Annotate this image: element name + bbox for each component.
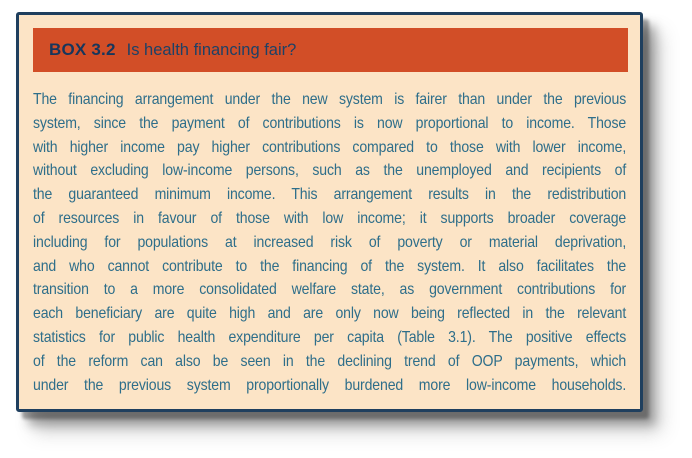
box-header-title: Is health financing fair?: [126, 40, 297, 59]
body-text-line: the guaranteed minimum income. This arrangement results in the redistribution: [33, 186, 627, 204]
body-text-line: each beneficiary are quite high and are only now being reflected in the relevant: [33, 305, 627, 323]
body-text-line: and who cannot contribute to the financing of the system. It also facilitates the: [33, 257, 627, 275]
body-text-line: statistics for public health expenditure per capita (Table 3.1). The positive effects: [33, 328, 627, 346]
box-3-2: [16, 12, 643, 412]
body-text-line: including for populations at increased risk of poverty or material deprivation,: [33, 233, 627, 251]
box-body: [33, 88, 626, 397]
body-text-line: with higher income pay higher contributions compared to those with lower income,: [33, 138, 627, 156]
box-header-bar: [33, 28, 628, 72]
body-text-line: of resources in favour of those with low income; it supports broader coverage: [33, 209, 627, 227]
box-header-label: BOX 3.2: [49, 40, 116, 59]
body-text-line: transition to a more consolidated welfare state, as government contributions for: [33, 281, 627, 299]
body-text-line: under the previous system proportionally burdened more low-income households.: [33, 376, 627, 394]
body-text-line: The financing arrangement under the new system is fairer than under the previous: [33, 91, 627, 108]
body-text-line: without excluding low-income persons, such as the unemployed and recipients of: [33, 162, 627, 180]
body-text-line: system, since the payment of contributions is now proportional to income. Those: [33, 114, 627, 132]
body-text-line: of the reform can also be seen in the declining trend of OOP payments, which: [33, 352, 627, 370]
